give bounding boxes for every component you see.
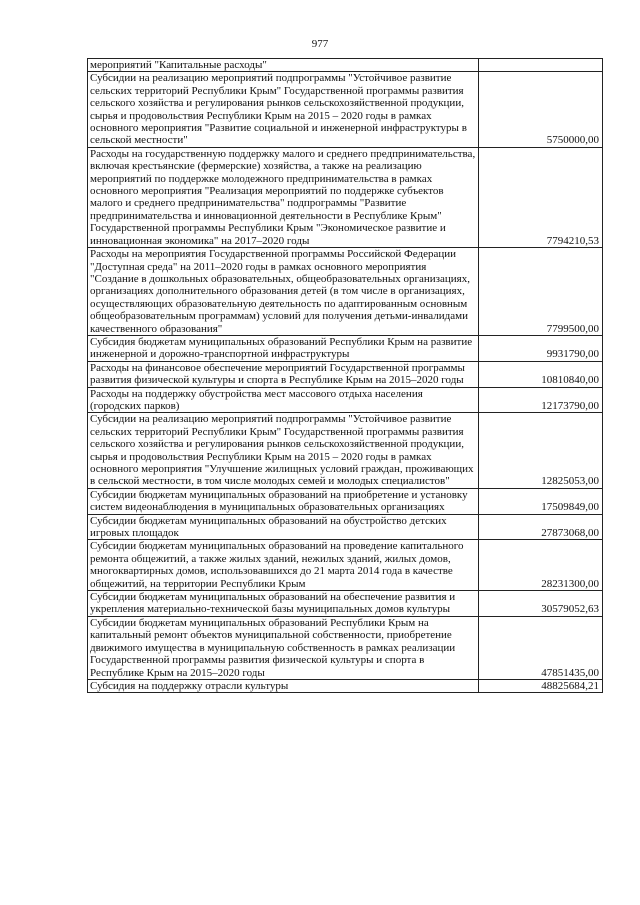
- table-row: [88, 72, 603, 147]
- row-description: Субсидии бюджетам муниципальных образований на приобретение и установку систем видеонаблюдения в муниципальных образовательных организациях: [88, 488, 479, 514]
- table-row: [88, 679, 603, 692]
- row-description: Субсидии на реализацию мероприятий подпрограммы "Устойчивое развитие сельских территорий Республики Крым" Государственной программы развития сельского хозяйства и регулирования рынков сельскохозяйственной продукции, сырья и продовольствия Республики Крым на 2015 – 2020 годы в рамках основного мероприятия "Развитие социальной и инженерной инфраструктуры в сельской местности": [88, 72, 479, 147]
- row-amount: 30579052,63: [479, 591, 603, 617]
- row-description: Субсидии бюджетам муниципальных образований на обеспечение развития и укрепления материально-технической базы муниципальных домов культуры: [88, 591, 479, 617]
- row-amount: 48825684,21: [479, 679, 603, 692]
- budget-table-body: [88, 59, 603, 693]
- row-amount: 10810840,00: [479, 361, 603, 387]
- table-row: [88, 361, 603, 387]
- page-number: 977: [311, 38, 329, 50]
- table-row: [88, 413, 603, 488]
- budget-table: [87, 58, 603, 693]
- row-amount: 17509849,00: [479, 488, 603, 514]
- table-row: [88, 616, 603, 679]
- table-row: [88, 387, 603, 413]
- row-description: Расходы на финансовое обеспечение мероприятий Государственной программы развития физической культуры и спорта в Республике Крым на 2015–2020 годы: [88, 361, 479, 387]
- table-row: [88, 540, 603, 591]
- row-description: Субсидии на реализацию мероприятий подпрограммы "Устойчивое развитие сельских территорий Республики Крым" Государственной программы развития сельского хозяйства и регулирования рынков сельскохозяйственной продукции, сырья и продовольствия Республики Крым на 2015 – 2020 годы в рамках основного мероприятия "Улучшение жилищных условий граждан, проживающих в сельской местности, в том числе молодых семей и молодых специалистов": [88, 413, 479, 488]
- table-row: [88, 514, 603, 540]
- row-description: Субсидия на поддержку отрасли культуры: [88, 679, 479, 692]
- row-amount: [479, 59, 603, 72]
- row-amount: 27873068,00: [479, 514, 603, 540]
- row-amount: 12173790,00: [479, 387, 603, 413]
- row-description: Расходы на мероприятия Государственной программы Российской Федерации "Доступная среда" на 2011–2020 годы в рамках основного мероприятия "Создание в дошкольных образовательных, общеобразовательных организациях, организациях дополнительного образования детей (в том числе в организациях, осуществляющих образовательную деятельность по адаптированным основным общеобразовательным программам) условий для получения детьми-инвалидами качественного образования": [88, 248, 479, 336]
- row-description: Субсидии бюджетам муниципальных образований Республики Крым на капитальный ремонт объектов муниципальной собственности, приобретение движимого имущества в муниципальную собственность в рамках реализации Государственной программы развития физической культуры и спорта в Республике Крым на 2015–2020 годы: [88, 616, 479, 679]
- table-row: [88, 59, 603, 72]
- row-description: Расходы на поддержку обустройства мест массового отдыха населения (городских парков): [88, 387, 479, 413]
- table-row: [88, 335, 603, 361]
- row-amount: 28231300,00: [479, 540, 603, 591]
- table-row: [88, 488, 603, 514]
- table-row: [88, 248, 603, 336]
- row-amount: 5750000,00: [479, 72, 603, 147]
- row-amount: 7794210,53: [479, 147, 603, 247]
- row-description: Расходы на государственную поддержку малого и среднего предпринимательства, включая крестьянские (фермерские) хозяйства, а также на реализацию мероприятий по поддержке молодежного предпринимательства в рамках основного мероприятия "Реализация мероприятий по поддержке субъектов малого и среднего предпринимательства" подпрограммы "Развитие предпринимательства и инновационной деятельности в Республике Крым" Государственной программы Республики Крым "Экономическое развитие и инновационная экономика" на 2017–2020 годы: [88, 147, 479, 247]
- row-amount: 7799500,00: [479, 248, 603, 336]
- row-amount: 9931790,00: [479, 335, 603, 361]
- row-amount: 47851435,00: [479, 616, 603, 679]
- row-description: Субсидии бюджетам муниципальных образований на обустройство детских игровых площадок: [88, 514, 479, 540]
- row-amount: 12825053,00: [479, 413, 603, 488]
- row-description: Субсидия бюджетам муниципальных образований Республики Крым на развитие инженерной и дорожно-транспортной инфраструктуры: [88, 335, 479, 361]
- table-row: [88, 591, 603, 617]
- row-description: мероприятий "Капитальные расходы": [88, 59, 479, 72]
- table-row: [88, 147, 603, 247]
- row-description: Субсидии бюджетам муниципальных образований на проведение капитального ремонта общежитий, а также жилых зданий, нежилых зданий, жилых домов, многоквартирных домов, использовавшихся до 21 марта 2014 года в качестве общежитий, на территории Республики Крым: [88, 540, 479, 591]
